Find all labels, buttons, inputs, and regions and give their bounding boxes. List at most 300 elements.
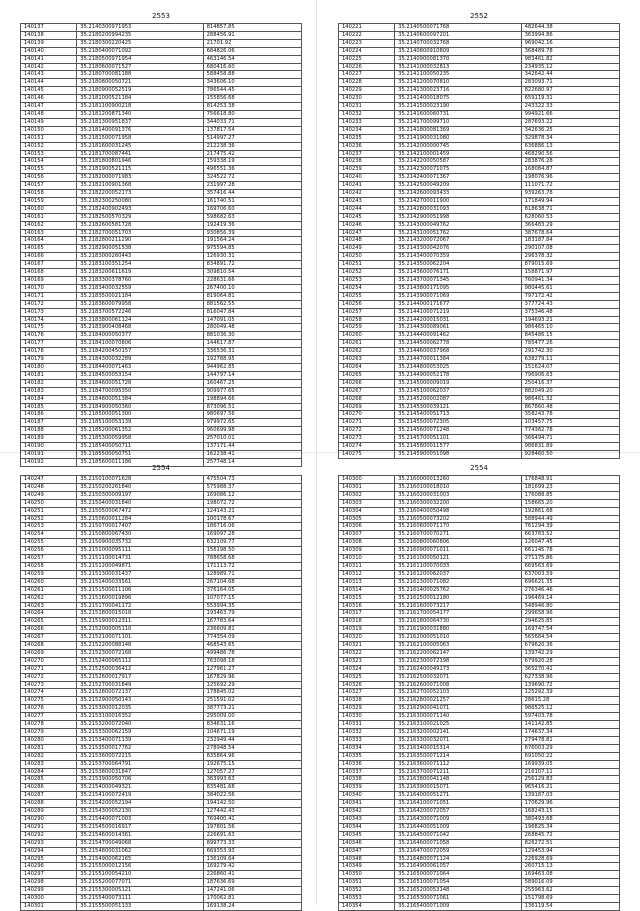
code-cell: 35.2180300220425 bbox=[77, 39, 203, 47]
table-row bbox=[339, 253, 620, 261]
amount-cell: 278948.54 bbox=[203, 744, 301, 752]
amount-cell: 176088.85 bbox=[521, 491, 619, 499]
code-cell: 35.2141300023716 bbox=[395, 87, 521, 95]
table-row bbox=[21, 736, 302, 744]
code-cell: 35.2155000012156 bbox=[77, 863, 203, 871]
row-id-cell: 140261 bbox=[21, 586, 77, 594]
code-cell: 35.2151700041172 bbox=[77, 602, 203, 610]
row-id-cell: 140260 bbox=[21, 578, 77, 586]
amount-cell: 159338.19 bbox=[203, 158, 301, 166]
amount-cell: 761294.39 bbox=[521, 523, 619, 531]
panel-bottom-left bbox=[20, 462, 302, 911]
row-id-cell: 140289 bbox=[21, 808, 77, 816]
table-row bbox=[21, 292, 302, 300]
amount-cell: 336536.31 bbox=[203, 348, 301, 356]
row-id-cell: 140274 bbox=[339, 443, 395, 451]
amount-cell: 167783.64 bbox=[203, 618, 301, 626]
amount-cell: 930856.39 bbox=[203, 229, 301, 237]
code-cell: 35.2164900061057 bbox=[395, 863, 521, 871]
table-row bbox=[21, 673, 302, 681]
row-id-cell: 140158 bbox=[21, 190, 77, 198]
code-cell: 35.2180400071092 bbox=[77, 47, 203, 55]
table-row bbox=[21, 379, 302, 387]
row-id-cell: 140353 bbox=[339, 895, 395, 903]
code-cell: 35.2162200062147 bbox=[395, 649, 521, 657]
code-cell: 35.2144900052178 bbox=[395, 371, 521, 379]
table-row bbox=[21, 24, 302, 32]
code-cell: 35.2184200450157 bbox=[77, 348, 203, 356]
row-id-cell: 140319 bbox=[339, 626, 395, 634]
table-row bbox=[339, 673, 620, 681]
code-cell: 35.2144300089061 bbox=[395, 324, 521, 332]
amount-cell: 763098.18 bbox=[203, 657, 301, 665]
code-cell: 35.2153000012035 bbox=[77, 705, 203, 713]
row-id-cell: 140226 bbox=[339, 63, 395, 71]
row-id-cell: 140290 bbox=[21, 815, 77, 823]
amount-cell: 980697.56 bbox=[203, 411, 301, 419]
table-row bbox=[339, 166, 620, 174]
amount-cell: 100178.67 bbox=[203, 515, 301, 523]
row-id-cell: 140321 bbox=[339, 642, 395, 650]
code-cell: 35.2144400091462 bbox=[395, 332, 521, 340]
code-cell: 35.2153700064791 bbox=[77, 760, 203, 768]
code-cell: 35.2145700051101 bbox=[395, 435, 521, 443]
table-row bbox=[339, 387, 620, 395]
amount-cell: 187636.69 bbox=[203, 879, 301, 887]
amount-cell: 879015.69 bbox=[521, 261, 619, 269]
table-row bbox=[339, 483, 620, 491]
row-id-cell: 140306 bbox=[339, 523, 395, 531]
row-id-cell: 140332 bbox=[339, 729, 395, 737]
code-cell: 35.2144700011384 bbox=[395, 356, 521, 364]
amount-cell: 192788.95 bbox=[203, 356, 301, 364]
table-row bbox=[21, 395, 302, 403]
code-cell: 35.2185100053139 bbox=[77, 419, 203, 427]
row-id-cell: 140163 bbox=[21, 229, 77, 237]
row-id-cell: 140267 bbox=[339, 387, 395, 395]
amount-cell: 136119.54 bbox=[521, 902, 619, 910]
row-id-cell: 140263 bbox=[339, 356, 395, 364]
table-row bbox=[339, 902, 620, 910]
amount-cell: 835864.96 bbox=[203, 752, 301, 760]
amount-cell: 343606.10 bbox=[203, 79, 301, 87]
code-cell: 35.2181100900218 bbox=[77, 103, 203, 111]
code-cell: 35.2162400049173 bbox=[395, 665, 521, 673]
code-cell: 35.2164200072057 bbox=[395, 808, 521, 816]
amount-cell: 994921.66 bbox=[521, 110, 619, 118]
table-row bbox=[21, 110, 302, 118]
code-cell: 35.2141200070810 bbox=[395, 79, 521, 87]
table-row bbox=[339, 887, 620, 895]
row-id-cell: 140335 bbox=[339, 752, 395, 760]
amount-cell: 986525.12 bbox=[521, 705, 619, 713]
amount-cell: 156198.50 bbox=[203, 547, 301, 555]
code-cell: 35.2154900062165 bbox=[77, 855, 203, 863]
row-id-cell: 140176 bbox=[21, 332, 77, 340]
amount-cell: 365270.41 bbox=[521, 665, 619, 673]
code-cell: 35.2145600071248 bbox=[395, 427, 521, 435]
table-row bbox=[21, 839, 302, 847]
row-id-cell: 140142 bbox=[21, 63, 77, 71]
amount-cell: 496551.36 bbox=[203, 166, 301, 174]
row-id-cell: 140145 bbox=[21, 87, 77, 95]
table-row bbox=[21, 649, 302, 657]
code-cell: 35.2144500062778 bbox=[395, 340, 521, 348]
table-row bbox=[339, 435, 620, 443]
amount-cell: 127961.27 bbox=[203, 665, 301, 673]
table-row bbox=[339, 371, 620, 379]
amount-cell: 983461.82 bbox=[521, 55, 619, 63]
amount-cell: 499486.78 bbox=[203, 649, 301, 657]
amount-cell: 198076.96 bbox=[521, 174, 619, 182]
table-row bbox=[339, 142, 620, 150]
table-row bbox=[21, 356, 302, 364]
row-id-cell: 140161 bbox=[21, 213, 77, 221]
panel-title: 2553 bbox=[152, 12, 170, 20]
amount-cell: 170062.81 bbox=[203, 895, 301, 903]
amount-cell: 637003.59 bbox=[521, 570, 619, 578]
table-row bbox=[339, 395, 620, 403]
row-id-cell: 140151 bbox=[21, 134, 77, 142]
code-cell: 35.2180600071527 bbox=[77, 63, 203, 71]
amount-cell: 882049.20 bbox=[521, 387, 619, 395]
table-row bbox=[339, 895, 620, 903]
table-row bbox=[21, 752, 302, 760]
code-cell: 35.2145200002087 bbox=[395, 395, 521, 403]
code-cell: 35.2141400018075 bbox=[395, 95, 521, 103]
amount-cell: 171849.94 bbox=[521, 197, 619, 205]
table-row bbox=[21, 831, 302, 839]
row-id-cell: 140254 bbox=[339, 284, 395, 292]
table-row bbox=[21, 902, 302, 910]
table-row bbox=[339, 340, 620, 348]
code-cell: 35.2153900050706 bbox=[77, 776, 203, 784]
row-id-cell: 140234 bbox=[339, 126, 395, 134]
row-id-cell: 140269 bbox=[21, 649, 77, 657]
table-row bbox=[21, 483, 302, 491]
code-cell: 35.2164600071058 bbox=[395, 839, 521, 847]
row-id-cell: 140286 bbox=[21, 784, 77, 792]
panel-top-left bbox=[20, 10, 302, 467]
code-cell: 35.2153400071139 bbox=[77, 736, 203, 744]
code-cell: 35.2151100014731 bbox=[77, 555, 203, 563]
code-cell: 35.2182200052173 bbox=[77, 190, 203, 198]
row-id-cell: 140274 bbox=[21, 689, 77, 697]
row-id-cell: 140185 bbox=[21, 403, 77, 411]
row-id-cell: 140317 bbox=[339, 610, 395, 618]
row-id-cell: 140267 bbox=[21, 634, 77, 642]
code-cell: 35.2180700081188 bbox=[77, 71, 203, 79]
table-row bbox=[339, 71, 620, 79]
amount-cell: 814253.38 bbox=[203, 103, 301, 111]
amount-cell: 168243.15 bbox=[521, 808, 619, 816]
code-cell: 35.2140900081370 bbox=[395, 55, 521, 63]
row-id-cell: 140256 bbox=[21, 547, 77, 555]
table-row bbox=[339, 476, 620, 484]
amount-cell: 588944.49 bbox=[521, 515, 619, 523]
amount-cell: 899773.33 bbox=[203, 839, 301, 847]
code-cell: 35.2153100016352 bbox=[77, 713, 203, 721]
table-row bbox=[21, 348, 302, 356]
amount-cell: 661145.78 bbox=[521, 547, 619, 555]
table-row bbox=[21, 308, 302, 316]
table-row bbox=[21, 158, 302, 166]
row-id-cell: 140273 bbox=[21, 681, 77, 689]
code-cell: 35.2150100071628 bbox=[77, 476, 203, 484]
row-id-cell: 140149 bbox=[21, 118, 77, 126]
amount-cell: 127057.27 bbox=[203, 768, 301, 776]
code-cell: 35.2162000051010 bbox=[395, 634, 521, 642]
amount-cell: 358243.78 bbox=[521, 411, 619, 419]
code-cell: 35.2183500021184 bbox=[77, 292, 203, 300]
table-row bbox=[339, 705, 620, 713]
code-cell: 35.2183600079958 bbox=[77, 300, 203, 308]
row-id-cell: 140175 bbox=[21, 324, 77, 332]
code-cell: 35.2155200077071 bbox=[77, 879, 203, 887]
row-id-cell: 140272 bbox=[339, 427, 395, 435]
row-id-cell: 140349 bbox=[339, 863, 395, 871]
code-cell: 35.2182000071983 bbox=[77, 174, 203, 182]
amount-cell: 375346.48 bbox=[521, 308, 619, 316]
code-cell: 35.2142600093433 bbox=[395, 190, 521, 198]
table-row bbox=[339, 610, 620, 618]
code-cell: 35.2142800031093 bbox=[395, 205, 521, 213]
amount-cell: 161740.51 bbox=[203, 197, 301, 205]
table-row bbox=[21, 539, 302, 547]
table-row bbox=[21, 863, 302, 871]
row-id-cell: 140223 bbox=[339, 39, 395, 47]
code-cell: 35.2143800171095 bbox=[395, 284, 521, 292]
amount-cell: 881036.30 bbox=[203, 332, 301, 340]
row-id-cell: 140237 bbox=[339, 150, 395, 158]
code-cell: 35.2142100001459 bbox=[395, 150, 521, 158]
amount-cell: 295009.00 bbox=[203, 713, 301, 721]
table-row bbox=[21, 792, 302, 800]
table-row bbox=[339, 515, 620, 523]
table-row bbox=[21, 507, 302, 515]
row-id-cell: 140187 bbox=[21, 419, 77, 427]
code-cell: 35.2145400051713 bbox=[395, 411, 521, 419]
row-id-cell: 140340 bbox=[339, 792, 395, 800]
amount-cell: 255963.62 bbox=[521, 887, 619, 895]
amount-cell: 628060.53 bbox=[521, 213, 619, 221]
code-cell: 35.2145300039121 bbox=[395, 403, 521, 411]
amount-cell: 468290.56 bbox=[521, 150, 619, 158]
code-cell: 35.2181200871340 bbox=[77, 110, 203, 118]
amount-cell: 468543.65 bbox=[203, 642, 301, 650]
amount-cell: 139690.72 bbox=[521, 681, 619, 689]
row-id-cell: 140246 bbox=[339, 221, 395, 229]
amount-cell: 288456.91 bbox=[203, 31, 301, 39]
amount-cell: 129453.94 bbox=[521, 847, 619, 855]
row-id-cell: 140330 bbox=[339, 713, 395, 721]
table-row bbox=[339, 815, 620, 823]
code-cell: 35.2182800211290 bbox=[77, 237, 203, 245]
row-id-cell: 140262 bbox=[339, 348, 395, 356]
table-row bbox=[339, 531, 620, 539]
table-row bbox=[339, 126, 620, 134]
amount-cell: 126047.45 bbox=[521, 539, 619, 547]
code-cell: 35.2142900051998 bbox=[395, 213, 521, 221]
table-row bbox=[339, 31, 620, 39]
table-row bbox=[21, 403, 302, 411]
amount-cell: 357416.44 bbox=[203, 190, 301, 198]
table-row bbox=[339, 839, 620, 847]
table-row bbox=[21, 411, 302, 419]
row-id-cell: 140271 bbox=[339, 419, 395, 427]
amount-cell: 944962.85 bbox=[203, 363, 301, 371]
row-id-cell: 140273 bbox=[339, 435, 395, 443]
row-id-cell: 140302 bbox=[339, 491, 395, 499]
amount-cell: 387773.21 bbox=[203, 705, 301, 713]
table-row bbox=[339, 245, 620, 253]
code-cell: 35.2154500016917 bbox=[77, 823, 203, 831]
amount-cell: 232949.44 bbox=[203, 736, 301, 744]
table-row bbox=[21, 523, 302, 531]
table-row bbox=[21, 79, 302, 87]
code-cell: 35.2163700071211 bbox=[395, 768, 521, 776]
row-id-cell: 140266 bbox=[339, 379, 395, 387]
table-row bbox=[21, 491, 302, 499]
amount-cell: 663783.52 bbox=[521, 531, 619, 539]
row-id-cell: 140181 bbox=[21, 371, 77, 379]
amount-cell: 756618.80 bbox=[203, 110, 301, 118]
row-id-cell: 140310 bbox=[339, 555, 395, 563]
code-cell: 35.2141500023190 bbox=[395, 103, 521, 111]
code-cell: 35.2155400073111 bbox=[77, 895, 203, 903]
code-cell: 35.2150600011284 bbox=[77, 515, 203, 523]
amount-cell: 234935.12 bbox=[521, 63, 619, 71]
row-id-cell: 140288 bbox=[21, 800, 77, 808]
row-id-cell: 140253 bbox=[339, 277, 395, 285]
row-id-cell: 140229 bbox=[339, 87, 395, 95]
row-id-cell: 140148 bbox=[21, 110, 77, 118]
code-cell: 35.2141600060731 bbox=[395, 110, 521, 118]
amount-cell: 819064.81 bbox=[203, 292, 301, 300]
row-id-cell: 140235 bbox=[339, 134, 395, 142]
code-cell: 35.2150900035732 bbox=[77, 539, 203, 547]
table-row bbox=[21, 174, 302, 182]
code-cell: 35.2183800061124 bbox=[77, 316, 203, 324]
code-cell: 35.2165200053148 bbox=[395, 887, 521, 895]
code-cell: 35.2142400071367 bbox=[395, 174, 521, 182]
row-id-cell: 140271 bbox=[21, 665, 77, 673]
code-cell: 35.2151500011106 bbox=[77, 586, 203, 594]
amount-cell: 160467.25 bbox=[203, 379, 301, 387]
code-cell: 35.2181800801946 bbox=[77, 158, 203, 166]
table-row bbox=[21, 705, 302, 713]
amount-cell: 243322.33 bbox=[521, 103, 619, 111]
table-row bbox=[339, 316, 620, 324]
code-cell: 35.2182300250080 bbox=[77, 197, 203, 205]
code-cell: 35.2151800015018 bbox=[77, 610, 203, 618]
amount-cell: 196469.14 bbox=[521, 594, 619, 602]
row-id-cell: 140248 bbox=[339, 237, 395, 245]
amount-cell: 834891.72 bbox=[203, 261, 301, 269]
table-row bbox=[21, 340, 302, 348]
amount-cell: 192675.15 bbox=[203, 760, 301, 768]
amount-cell: 267400.10 bbox=[203, 284, 301, 292]
row-id-cell: 140225 bbox=[339, 55, 395, 63]
row-id-cell: 140313 bbox=[339, 578, 395, 586]
code-cell: 35.2151900012311 bbox=[77, 618, 203, 626]
row-id-cell: 140320 bbox=[339, 634, 395, 642]
table-row bbox=[339, 300, 620, 308]
amount-cell: 344033.71 bbox=[203, 118, 301, 126]
row-id-cell: 140248 bbox=[21, 483, 77, 491]
amount-cell: 283093.71 bbox=[521, 79, 619, 87]
table-row bbox=[339, 665, 620, 673]
table-row bbox=[21, 768, 302, 776]
amount-cell: 296378.32 bbox=[521, 253, 619, 261]
table-row bbox=[21, 721, 302, 729]
amount-cell: 368489.78 bbox=[521, 47, 619, 55]
table-row bbox=[339, 213, 620, 221]
row-id-cell: 140263 bbox=[21, 602, 77, 610]
amount-cell: 231997.28 bbox=[203, 182, 301, 190]
row-id-cell: 140168 bbox=[21, 269, 77, 277]
code-cell: 35.2184500053154 bbox=[77, 371, 203, 379]
table-row bbox=[21, 800, 302, 808]
table-row bbox=[21, 126, 302, 134]
table-row bbox=[21, 324, 302, 332]
code-cell: 35.2163100021025 bbox=[395, 721, 521, 729]
amount-cell: 659119.31 bbox=[521, 95, 619, 103]
amount-cell: 928460.50 bbox=[521, 450, 619, 458]
data-table bbox=[338, 475, 620, 911]
row-id-cell: 140153 bbox=[21, 150, 77, 158]
amount-cell: 28615.28 bbox=[521, 697, 619, 705]
amount-cell: 111071.72 bbox=[521, 182, 619, 190]
code-cell: 35.2144100071219 bbox=[395, 308, 521, 316]
amount-cell: 197801.56 bbox=[203, 823, 301, 831]
row-id-cell: 140157 bbox=[21, 182, 77, 190]
code-cell: 35.2142500049209 bbox=[395, 182, 521, 190]
code-cell: 35.2184000050377 bbox=[77, 332, 203, 340]
amount-cell: 324522.72 bbox=[203, 174, 301, 182]
code-cell: 35.2185500050751 bbox=[77, 450, 203, 458]
amount-cell: 103457.75 bbox=[521, 419, 619, 427]
code-cell: 35.2151200049871 bbox=[77, 562, 203, 570]
amount-cell: 514997.27 bbox=[203, 134, 301, 142]
table-row bbox=[339, 578, 620, 586]
row-id-cell: 140139 bbox=[21, 39, 77, 47]
code-cell: 35.2140700032768 bbox=[395, 39, 521, 47]
amount-cell: 141142.85 bbox=[521, 721, 619, 729]
data-table bbox=[20, 23, 302, 467]
row-id-cell: 140233 bbox=[339, 118, 395, 126]
code-cell: 35.2154800031062 bbox=[77, 847, 203, 855]
code-cell: 35.2182500570329 bbox=[77, 213, 203, 221]
code-cell: 35.2181500071958 bbox=[77, 134, 203, 142]
amount-cell: 276346.46 bbox=[521, 586, 619, 594]
table-row bbox=[339, 87, 620, 95]
code-cell: 35.2150800067430 bbox=[77, 531, 203, 539]
amount-cell: 299658.96 bbox=[521, 610, 619, 618]
code-cell: 35.2181700087441 bbox=[77, 150, 203, 158]
table-row bbox=[21, 261, 302, 269]
table-row bbox=[21, 427, 302, 435]
table-row bbox=[21, 760, 302, 768]
table-row bbox=[339, 855, 620, 863]
table-row bbox=[21, 103, 302, 111]
table-row bbox=[21, 150, 302, 158]
row-id-cell: 140137 bbox=[21, 24, 77, 32]
amount-cell: 147241.06 bbox=[203, 887, 301, 895]
code-cell: 35.2182600581728 bbox=[77, 221, 203, 229]
code-cell: 35.2152200088148 bbox=[77, 642, 203, 650]
code-cell: 35.2143900071069 bbox=[395, 292, 521, 300]
